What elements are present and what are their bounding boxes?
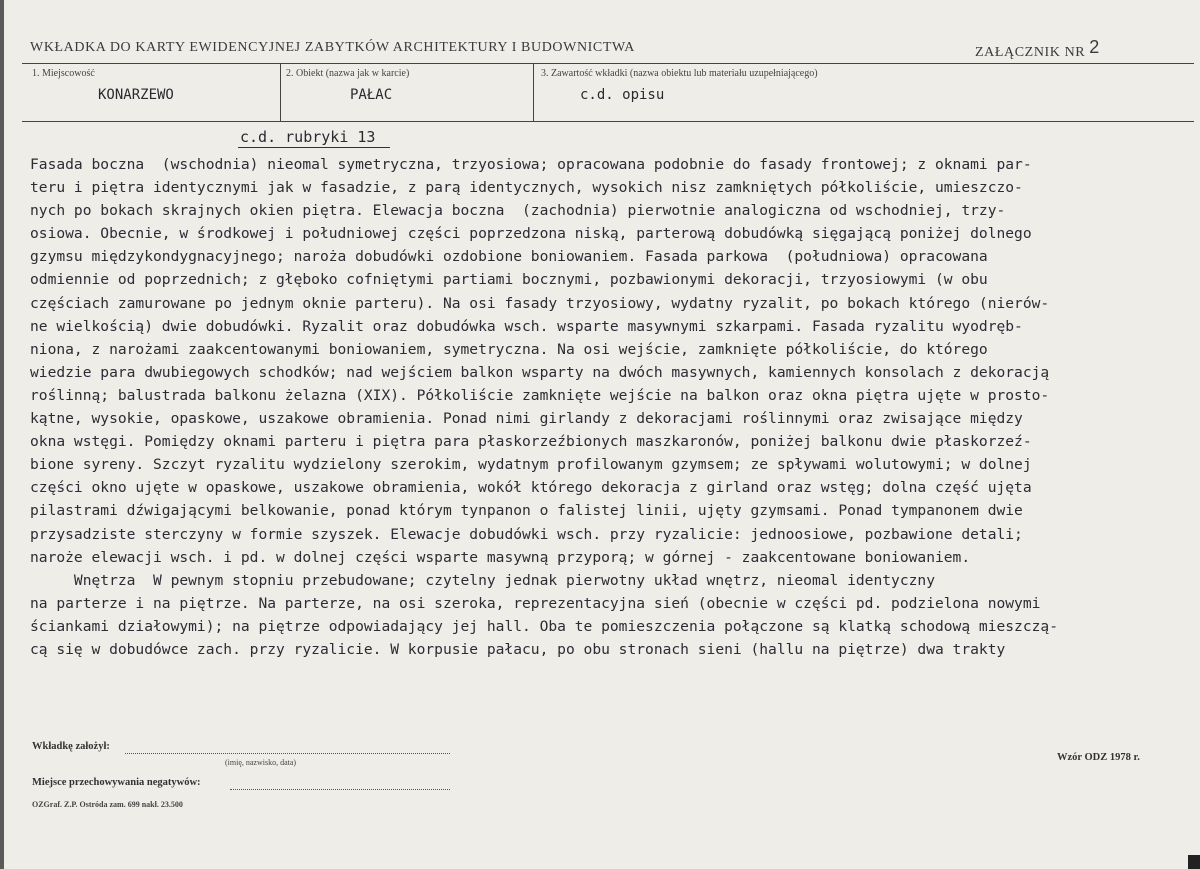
text-line: Fasada boczna (wschodnia) nieomal symetryczna, trzyosiowa; opracowana podobnie do fasady frontowej; z oknami par- — [30, 156, 1032, 173]
field-divider-1 — [280, 63, 281, 121]
scan-border — [0, 0, 4, 869]
place-value: KONARZEWO — [98, 87, 174, 103]
negative-location-line — [230, 789, 450, 790]
text-line: niona, z narożami zaakcentowanymi boniowaniem, symetryczna. Na osi wejście, zamknięte półkoliście, do którego — [30, 340, 988, 358]
content-label: 3. Zawartość wkładki (nazwa obiektu lub materiału uzupełniającego) — [541, 68, 818, 79]
header-rule-bottom — [22, 121, 1194, 122]
annex-label — [975, 37, 1100, 61]
object-value: PAŁAC — [350, 87, 393, 103]
text-line: ne wielkością) dwie dobudówki. Ryzalit oraz dobudówka wsch. wsparte masywnymi szkarpami. Fasada ryzalitu wyodręb- — [30, 317, 1023, 335]
text-line: części okno ujęte w opaskowe, uszakowe obramienia, wokół którego dekoracja z girland oraz wstęg; dolna część ujęta — [30, 479, 1032, 497]
text-line: teru i piętra identycznymi jak w fasadzie, z parą identycznych, wysokich nisz zamkniętych półkoliście, umieszczo- — [30, 179, 1023, 197]
text-line: przysadziste sterczyny w formie szyszek. Elewacje dobudówki wsch. przy ryzalicie: jednoosiowe, pozbawione detali; — [30, 525, 1023, 543]
text-line: osiowa. Obecnie, w środkowej i południowej części poprzedzona niską, parterową dobudówką sięgającą poniżej dolnego — [30, 225, 1032, 243]
section-reference-underline — [238, 147, 390, 148]
annex-label-text: ZAŁĄCZNIK NR — [975, 45, 1086, 60]
text-line: roślinną; balustrada balkonu żelazna (XIX). Półkoliście zamknięte wejście na balkon oraz okna piętra ujęte w prosto- — [30, 386, 1050, 404]
form-model-label: Wzór ODZ 1978 r. — [1057, 752, 1140, 763]
text-line: gzymsu międzykondygnacyjnego; naroża dobudówki ozdobione boniowaniem. Fasada parkowa (południowa) opracowana — [30, 248, 988, 266]
header-rule-top — [22, 63, 1194, 64]
text-line: okna wstęgi. Pomiędzy oknami parteru i piętra para płaskorzeźbionych maszkaronów, poniżej balkonu dwie płaskorzeź- — [30, 433, 1032, 451]
text-line: na parterze i na piętrze. Na parterze, na osi szeroka, reprezentacyjna sień (obecnie w części pd. podzielona nowymi — [30, 594, 1041, 612]
annex-number: 2 — [1089, 37, 1100, 57]
text-line: naroże elewacji wsch. i pd. w dolnej części wsparte masywną przyporą; w górnej - zaakcentowane boniowaniem. — [30, 548, 971, 566]
section-reference: c.d. rubryki 13 — [240, 128, 376, 146]
text-line: wiedzie para dwubiegowych schodków; nad wejściem balkon wsparty na dwóch masywnych, kamiennych konsolach z dekoracją — [30, 363, 1050, 381]
text-line: Wnętrza W pewnym stopniu przebudowane; czytelny jednak pierwotny układ wnętrz, nieomal identyczny — [30, 571, 935, 589]
text-line: cą się w dobudówce zach. przy ryzalicie. W korpusie pałacu, po obu stronach sieni (hallu na piętrze) dwa trakty — [30, 640, 1006, 658]
text-line: ściankami działowymi); na piętrze odpowiadający jej hall. Oba te pomieszczenia połączone są klatką schodową mieszczą- — [30, 617, 1058, 635]
text-line: pilastrami dźwigającymi belkowanie, ponad którym tynpanon o falistej linii, ujęty gzymsami. Ponad tympanonem dwie — [30, 502, 1023, 520]
object-label: 2. Obiekt (nazwa jak w karcie) — [286, 68, 410, 79]
inserted-by-note: (imię, nazwisko, data) — [225, 758, 297, 767]
place-label: 1. Miejscowość — [32, 68, 95, 79]
text-line: nych po bokach skrajnych okien piętra. Elewacja boczna (zachodnia) pierwotnie analogiczna od wschodniej, trzy- — [30, 202, 1006, 220]
form-title: WKŁADKA DO KARTY EWIDENCYJNEJ ZABYTKÓW ARCHITEKTURY I BUDOWNICTWA — [30, 40, 635, 55]
printer-note: OZGraf. Z.P. Ostróda zam. 699 nakł. 23.500 — [32, 800, 183, 809]
text-line: częściach zamurowane po jednym oknie parteru). Na osi fasady trzyosiowy, wydatny ryzalit, po bokach którego (nierów- — [30, 294, 1050, 312]
inserted-by-label: Wkładkę założył: — [32, 741, 110, 752]
text-line: kątne, wysokie, opaskowe, uszakowe obramienia. Ponad nimi girlandy z dekoracjami roślinnymi oraz zwisające między — [30, 410, 1023, 428]
text-line: odmiennie od poprzednich; z głęboko cofniętymi partiami bocznymi, pozbawionymi dekoracji, trzyosiowymi (w obu — [30, 271, 988, 289]
text-line: bione syreny. Szczyt ryzalitu wydzielony szerokim, wydatnym profilowanym gzymsem; ze spływami wolutowymi; w dolnej — [30, 456, 1032, 474]
field-divider-2 — [533, 63, 534, 121]
content-value: c.d. opisu — [580, 87, 665, 103]
negative-location-label: Miejsce przechowywania negatywów: — [32, 777, 201, 788]
inserted-by-line — [125, 753, 450, 754]
description-text — [30, 153, 1195, 661]
scan-corner-mark — [1188, 855, 1200, 869]
